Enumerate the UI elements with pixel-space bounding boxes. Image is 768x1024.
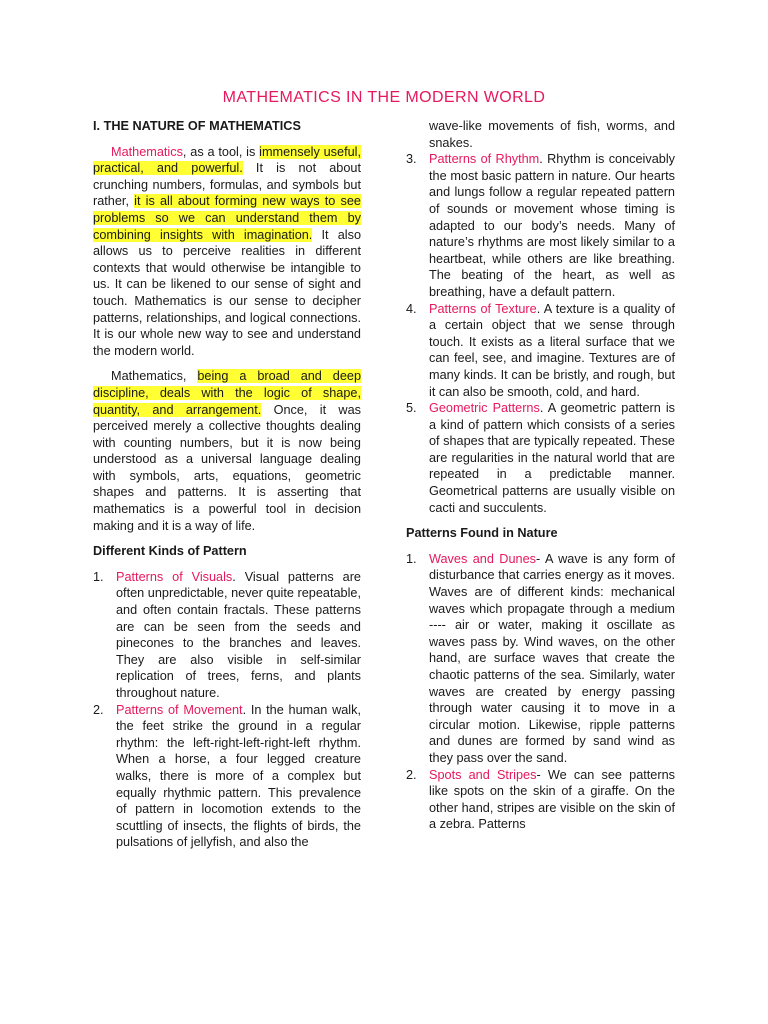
term-separator: -	[536, 767, 541, 782]
highlighted-text: it is all about forming new ways to see problems so we can understand them by combining insights with imagination.	[93, 194, 361, 242]
term-patterns-of-texture: Patterns of Texture	[429, 301, 537, 316]
paragraph-mathematics-tool	[93, 144, 361, 360]
left-column	[93, 118, 361, 851]
list-item	[93, 569, 361, 702]
list-item	[406, 400, 675, 516]
section-heading-nature-of-mathematics: I. THE NATURE OF MATHEMATICS	[93, 119, 301, 133]
list-item-text: A texture is a quality of a certain object that we sense through touch. It exists as a literal surface that we can feel, see, and imagine. Textures are of many kinds. It can be bristly, and rough, but it can also be smooth, cold, and hard.	[429, 301, 675, 399]
kinds-of-pattern-list-continued	[406, 118, 675, 516]
list-item-text: In the human walk, the feet strike the ground in a regular rhythm: the left-right-left-right-left rhythm. When a horse, a four legged creature walks, there is more of a complex but equally rhythmic pattern. This prevalence of pattern in locomotion extends to the scuttling of insects, the flights of birds, the pulsations of jellyfish, and also the	[116, 702, 361, 850]
page-title: MATHEMATICS IN THE MODERN WORLD	[222, 89, 546, 106]
term-geometric-patterns: Geometric Patterns	[429, 401, 540, 416]
term-waves-and-dunes: Waves and Dunes	[429, 551, 536, 566]
list-number: 1.	[406, 551, 417, 566]
patterns-in-nature-list	[406, 551, 675, 833]
list-number: 4.	[406, 301, 417, 316]
list-number: 3.	[406, 152, 417, 167]
list-number: 5.	[406, 401, 417, 416]
list-item-continued	[406, 118, 675, 151]
term-spots-and-stripes: Spots and Stripes	[429, 767, 537, 782]
list-item	[406, 767, 675, 833]
term-separator: -	[536, 551, 541, 566]
term-separator: .	[242, 702, 247, 717]
list-number: 2.	[93, 702, 104, 717]
list-item	[406, 551, 675, 767]
highlighted-text: being a broad and deep discipline, deals with the logic of shape, quantity, and arrangement.	[93, 369, 362, 417]
list-item-text: Visual patterns are often unpredictable, never quite repeatable, and often contain fractals. These patterns are can be seen from the seeds and pinecones to the branches and leaves. They are also visible in self-similar replication of trees, ferns, and plants throughout nature.	[116, 569, 361, 700]
term-patterns-of-visuals: Patterns of Visuals	[116, 569, 233, 584]
highlighted-text: immensely useful, practical, and powerful.	[93, 144, 361, 176]
right-column	[406, 118, 675, 833]
term-separator: .	[536, 301, 541, 316]
subheading-patterns-found-in-nature: Patterns Found in Nature	[406, 526, 558, 541]
kinds-of-pattern-list	[93, 569, 361, 851]
list-item-text: Rhythm is conceivably the most basic pattern in nature. Our hearts and lungs follow a regular repeated pattern of sounds or movement whose timing is adapted to our body’s needs. Many of nature’s rhythms are most likely similar to a heartbeat, while others are like breathing. The beating of the heart, as well as breathing, have a default pattern.	[429, 152, 675, 299]
paragraph-text: , as a tool, is	[182, 144, 260, 159]
list-item-text: We can see patterns like spots on the skin of a giraffe. On the other hand, stripes are visible on the skin of a zebra. Patterns	[429, 767, 675, 832]
term-separator: .	[539, 152, 543, 167]
list-item-text: wave-like movements of fish, worms, and snakes.	[429, 119, 675, 150]
paragraph-text: It is not about crunching numbers, formulas, and symbols but rather,	[93, 161, 362, 209]
term-separator: .	[232, 569, 236, 584]
list-number: 2.	[406, 767, 417, 782]
paragraph-mathematics-discipline	[93, 368, 361, 534]
term-patterns-of-rhythm: Patterns of Rhythm	[429, 152, 540, 167]
paragraph-text: It also allows us to perceive realities in different contexts that would otherwise be intangible to us. It can be likened to our sense of sight and touch. Mathematics is our sense to decipher patterns, relationships, and logical connections. It is our whole new way to see and understand the modern world.	[93, 227, 362, 358]
list-item-text: A wave is any form of disturbance that carries energy as it moves. Waves are of different kinds: mechanical waves which propagate through a medium ---- air or water, making it oscillate as waves pass by. Wind waves, on the other hand, are surface waves that create the chaotic patterns of the sea. Similarly, water waves are created by energy passing through water causing it to move in a circular motion. Likewise, ripple patterns and dunes are formed by sand wind as they pass over the sand.	[429, 551, 676, 765]
term-patterns-of-movement: Patterns of Movement	[116, 702, 243, 717]
paragraph-text: Once, it was perceived merely a collective thoughts dealing with counting numbers, but it is now being understood as a universal language dealing with symbols, arts, equations, geometric shapes and patterns. It is asserting that mathematics is a powerful tool in decision making and it is a way of life.	[93, 402, 361, 533]
term-mathematics: Mathematics	[111, 144, 183, 159]
list-number: 1.	[93, 569, 104, 584]
term-separator: .	[539, 401, 544, 416]
list-item	[406, 151, 675, 300]
list-item-text: A geometric pattern is a kind of pattern which consists of a series of shapes that are typically repeated. These are regularities in the natural world that are repeated in a predictable manner. Geometrical patterns are usually visible on cacti and succulents.	[429, 401, 676, 515]
subheading-kinds-of-pattern: Different Kinds of Pattern	[93, 544, 247, 559]
list-item	[93, 702, 361, 851]
list-item	[406, 301, 675, 401]
paragraph-text: Mathematics,	[111, 369, 198, 384]
